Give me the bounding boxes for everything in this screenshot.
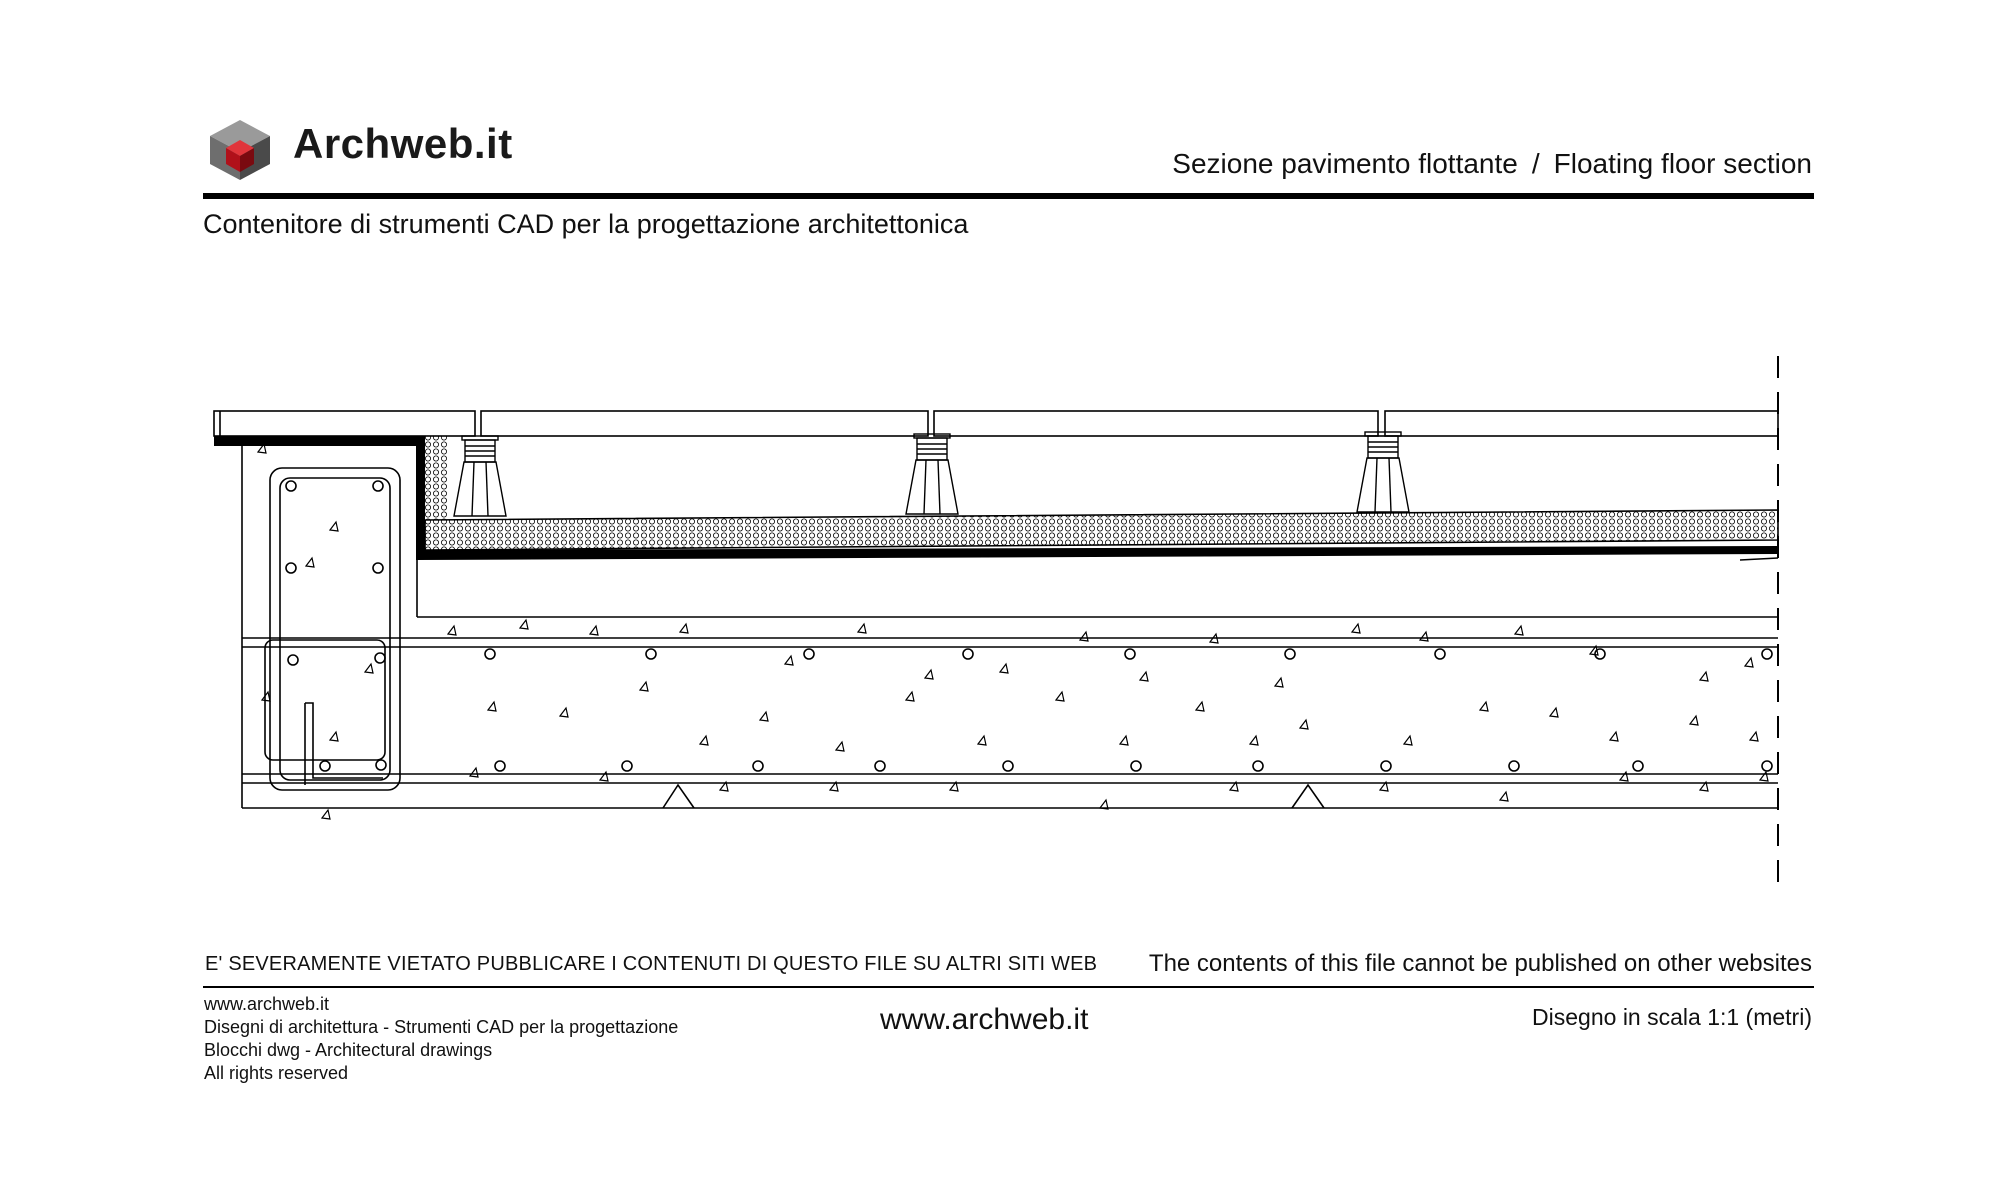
insulation-layer bbox=[425, 436, 1778, 550]
footer-rule bbox=[203, 986, 1814, 988]
floor-tile bbox=[934, 411, 1378, 436]
drawing-title-it: Sezione pavimento flottante bbox=[1172, 148, 1518, 179]
title-separator: / bbox=[1531, 148, 1540, 179]
brand-name: Archweb.it bbox=[293, 120, 513, 167]
concrete-aggregate bbox=[258, 444, 1768, 819]
info-line-drawings: Disegni di architettura - Strumenti CAD per la progettazione bbox=[204, 1017, 679, 1037]
warning-english: The contents of this file cannot be published on other websites bbox=[1148, 950, 1812, 977]
pedestal-supports bbox=[454, 432, 1409, 516]
pedestal-support bbox=[454, 436, 506, 516]
drawing-title-en: Floating floor section bbox=[1553, 148, 1812, 179]
tagline: Contenitore di strumenti CAD per la progettazione architettonica bbox=[203, 209, 969, 239]
beam-reinforcement bbox=[265, 468, 400, 790]
floor-tiles bbox=[214, 411, 1778, 436]
warning-italian: E' SEVERAMENTE VIETATO PUBBLICARE I CONTENUTI DI QUESTO FILE SU ALTRI SITI WEB bbox=[205, 953, 1098, 975]
floor-tile bbox=[481, 411, 928, 436]
pedestal-support bbox=[906, 434, 958, 514]
floor-tile bbox=[214, 411, 475, 436]
info-line-rights: All rights reserved bbox=[204, 1063, 349, 1083]
info-line-blocks: Blocchi dwg - Architectural drawings bbox=[204, 1040, 493, 1060]
info-line-website: www.archweb.it bbox=[204, 994, 330, 1014]
screed-layer bbox=[417, 558, 1778, 617]
scale-note: Disegno in scala 1:1 (metri) bbox=[1532, 1004, 1812, 1030]
site-url[interactable]: www.archweb.it bbox=[880, 1003, 1089, 1036]
pedestal-support bbox=[1357, 432, 1409, 512]
floor-tile bbox=[1385, 411, 1778, 436]
